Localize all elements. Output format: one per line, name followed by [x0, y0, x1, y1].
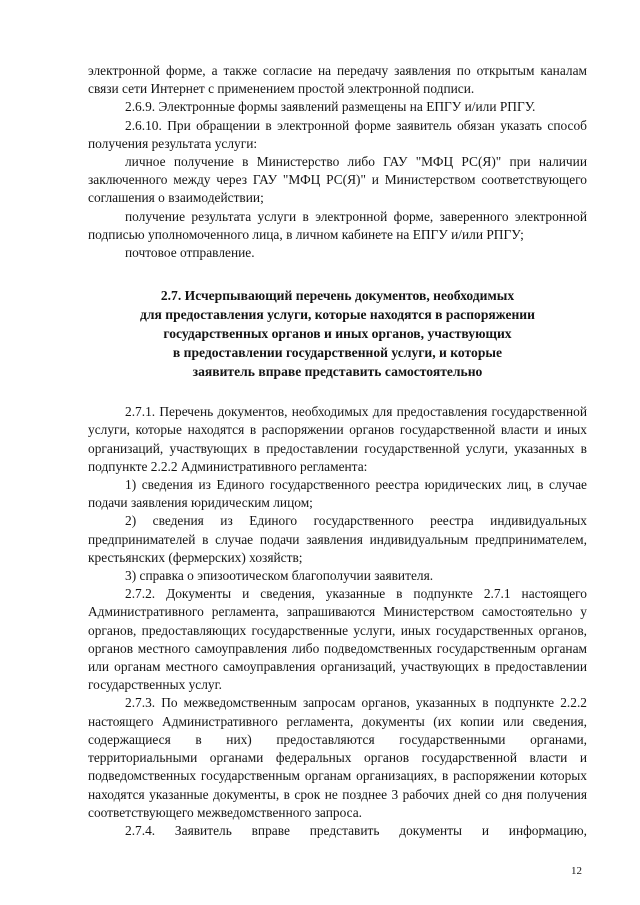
paragraph: 3) справка о эпизоотическом благополучии заявителя. — [125, 568, 434, 584]
paragraph: 2) сведения из Единого государственного реестра индивидуальных предпринимателей в случае подачи заявления индивидуальным предпринимателем, крестьянских (фермерских) хозяйств; — [88, 513, 587, 565]
heading-line: для предоставления услуги, которые находятся в распоряжении — [140, 307, 535, 323]
paragraph: 2.7.2. Документы и сведения, указанные в подпункте 2.7.1 настоящего Административного регламента, запрашиваются Министерством самостоятельно у органов, предоставляющих государственные услуги, иных государственных органов, органов местного самоуправления либо подведомственных государственным органам или органам местного самоуправления организаций, участвующих в предоставлении государственных услуг. — [88, 586, 587, 693]
paragraph: личное получение в Министерство либо ГАУ "МФЦ РС(Я)" при наличии заключенного между через ГАУ "МФЦ РС(Я)" и Министерством соответствующего соглашения о взаимодействии; — [88, 154, 587, 206]
paragraph: 2.6.9. Электронные формы заявлений размещены на ЕПГУ и/или РПГУ. — [125, 99, 536, 115]
paragraph: 2.7.1. Перечень документов, необходимых для предоставления государственной услуги, которые находятся в распоряжении органов государственной власти и иных организаций, участвующих в предоставлении государственной услуги, указанных в подпункте 2.2.2 Административного регламента: — [88, 404, 587, 474]
paragraph: электронной форме, а также согласие на передачу заявления по открытым каналам связи сети Интернет с применением простой электронной подписи. — [88, 63, 587, 97]
document-body — [88, 62, 587, 840]
heading-line: государственных органов и иных органов, участвующих — [163, 326, 512, 342]
section-heading-2-7 — [88, 286, 587, 381]
heading-line: 2.7. Исчерпывающий перечень документов, необходимых — [160, 288, 515, 304]
page-number: 12 — [571, 865, 582, 877]
paragraphs-before-heading — [88, 62, 587, 262]
paragraph: 2.7.4. Заявитель вправе представить документы и информацию, — [125, 822, 587, 838]
paragraph: почтовое отправление. — [125, 245, 255, 261]
paragraphs-after-heading — [88, 403, 587, 840]
paragraph: 2.7.3. По межведомственным запросам органов, указанных в подпункте 2.2.2 настоящего Административного регламента, документы (их копии или сведения, содержащиеся в них) предоставляются государственными органами, территориальными органами федеральных органов государственной власти и подведомственных государственным органам организациях, в распоряжении которых находятся указанные документы, в срок не позднее 3 рабочих дней со дня получения соответствующего межведомственного запроса. — [88, 695, 587, 820]
paragraph: 1) сведения из Единого государственного реестра юридических лиц, в случае подачи заявления юридическим лицом; — [88, 477, 587, 511]
heading-line: заявитель вправе представить самостоятельно — [192, 364, 483, 380]
paragraph: получение результата услуги в электронной форме, заверенного электронной подписью уполномоченного лица, в личном кабинете на ЕПГУ и/или РПГУ; — [88, 208, 587, 242]
paragraph: 2.6.10. При обращении в электронной форме заявитель обязан указать способ получения результата услуги: — [88, 117, 587, 151]
heading-line: в предоставлении государственной услуги, и которые — [172, 345, 503, 361]
